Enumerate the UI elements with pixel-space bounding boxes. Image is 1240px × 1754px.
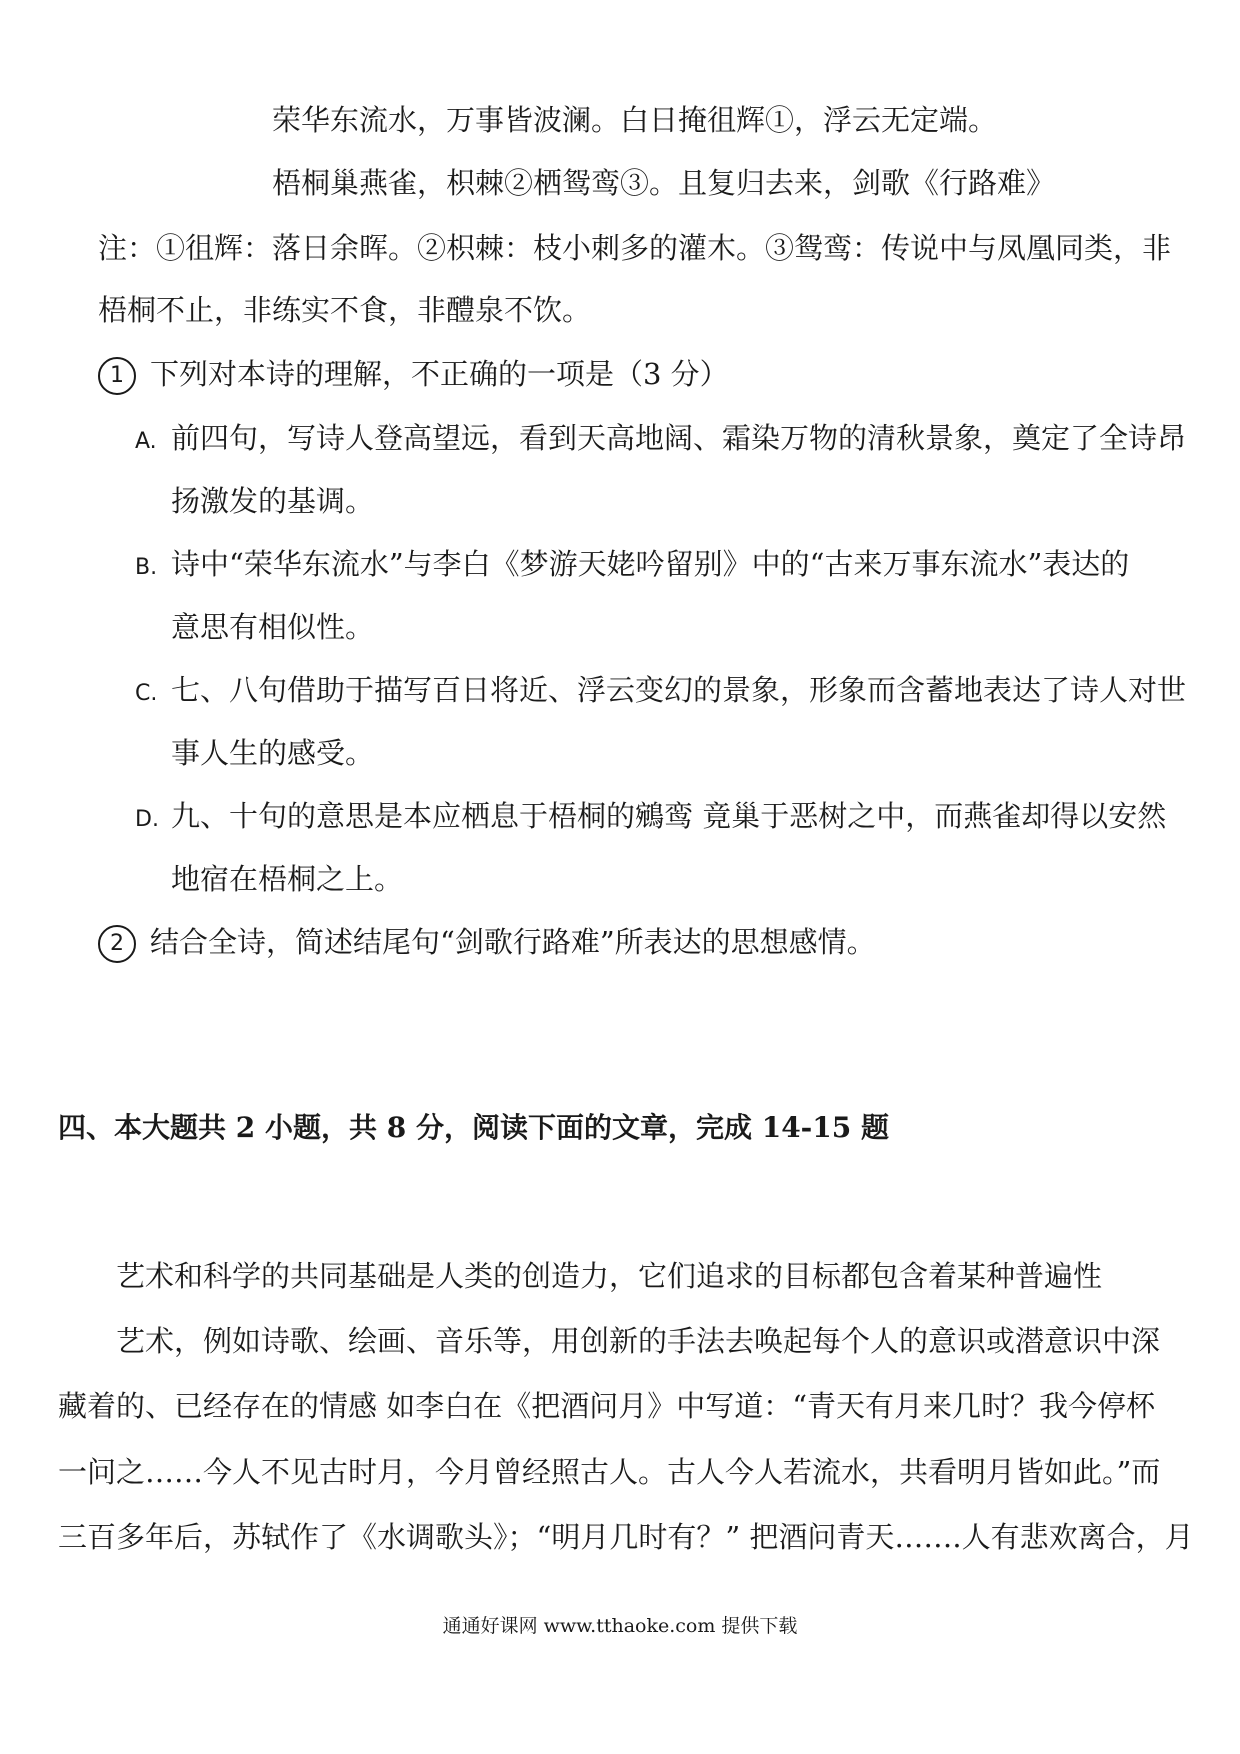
passage-line-2: 艺术，例如诗歌、绘画、音乐等，用创新的手法去唤起每个人的意识或潜意识中深 (116, 1324, 1161, 1358)
passage-line-3: 藏着的、已经存在的情感 如李白在《把酒问月》中写道：“青天有月来几时？我今停杯 (58, 1389, 1156, 1423)
passage-line-4: 一问之……今人不见古时月，今月曾经照古人。古人今人若流水，共看明月皆如此。”而 (58, 1455, 1161, 1489)
option-text: 前四句，写诗人登高望远，看到天高地阔、霜染万物的清秋景象，奠定了全诗昂 (171, 421, 1187, 455)
option-a-line-1 (135, 418, 1186, 462)
question-number-circle: 1 (98, 357, 136, 395)
question-2 (98, 922, 876, 963)
poem-line-1: 荣华东流水，万事皆波澜。白日掩徂辉①，浮云无定端。 (272, 103, 998, 137)
option-d-line-1 (135, 796, 1166, 840)
question-1 (98, 354, 729, 395)
passage-line-1: 艺术和科学的共同基础是人类的创造力，它们追求的目标都包含着某种普遍性 (116, 1259, 1103, 1293)
option-label: C. (135, 681, 158, 706)
section-heading: 四、本大题共 2 小题，共 8 分，阅读下面的文章，完成 14-15 题 (58, 1111, 890, 1144)
option-text: 诗中“荣华东流水”与李白《梦游天姥吟留别》中的“古来万事东流水”表达的 (171, 547, 1130, 581)
question-2-text: 结合全诗，简述结尾句“剑歌行路难”所表达的思想感情。 (150, 925, 876, 959)
option-c-line-1 (135, 670, 1186, 714)
option-text: 七、八句借助于描写百日将近、浮云变幻的景象，形象而含蓄地表达了诗人对世 (171, 673, 1187, 707)
note-line-1: 注：①徂辉：落日余晖。②枳棘：枝小刺多的灌木。③鸳鸾：传说中与凤凰同类，非 (98, 231, 1172, 265)
option-a-line-2: 扬激发的基调。 (171, 484, 375, 518)
option-d-line-2: 地宿在梧桐之上。 (171, 862, 404, 896)
option-label: D. (135, 807, 159, 832)
option-b-line-2: 意思有相似性。 (171, 610, 375, 644)
question-number-circle: 2 (98, 925, 136, 963)
option-label: B. (135, 555, 158, 580)
option-b-line-1 (135, 544, 1129, 588)
option-c-line-2: 事人生的感受。 (171, 736, 375, 770)
option-label: A. (135, 429, 157, 454)
question-1-text: 下列对本诗的理解，不正确的一项是（3 分） (150, 357, 729, 391)
option-text: 九、十句的意思是本应栖息于梧桐的鵷鸾 竟巢于恶树之中，而燕雀却得以安然 (171, 799, 1167, 833)
page-footer: 通通好课网 www.tthaoke.com 提供下载 (442, 1615, 798, 1637)
passage-line-5: 三百多年后，苏轼作了《水调歌头》；“明月几时有？” 把酒问青天…….人有悲欢离合，月 (58, 1520, 1194, 1554)
note-line-2: 梧桐不止，非练实不食，非醴泉不饮。 (98, 293, 592, 327)
poem-line-2: 梧桐巢燕雀，枳棘②栖鸳鸾③。且复归去来，剑歌《行路难》 (272, 166, 1056, 200)
